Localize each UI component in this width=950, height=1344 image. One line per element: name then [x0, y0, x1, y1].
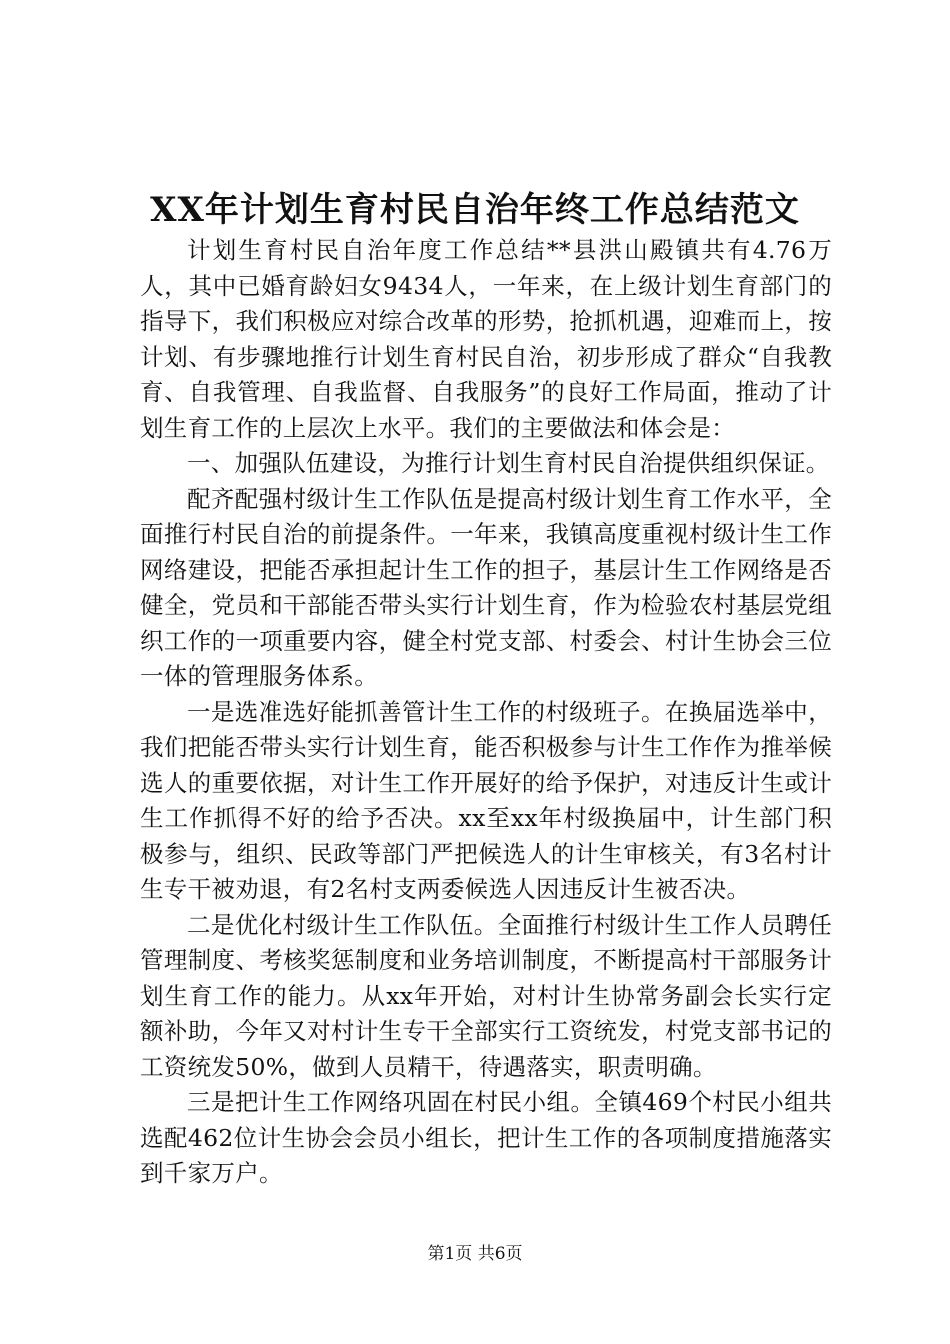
- paragraph-point-1: 一是选准选好能抓善管计生工作的村级班子。在换届选举中，我们把能否带头实行计划生育，能否积极参与计生工作作为推举候选人的重要依据，对计生工作开展好的给予保护，对违反计生或计生工作抓得不好的给予否决。xx至xx年村级换届中，计生部门积极参与，组织、民政等部门严把候选人的计生审核关，有3名村计生专干被劝退，有2名村支两委候选人因违反计生被否决。: [140, 697, 832, 903]
- document-title: XX年计划生育村民自治年终工作总结范文: [150, 190, 800, 230]
- page-number: 第1页 共6页: [427, 1244, 523, 1264]
- document-body: [140, 233, 832, 1192]
- paragraph-point-2: 二是优化村级计生工作队伍。全面推行村级计生工作人员聘任管理制度、考核奖惩制度和业务培训制度，不断提高村干部服务计划生育工作的能力。从xx年开始，对村计生协常务副会长实行定额补助，今年又对村计生专干全部实行工资统发，村党支部书记的工资统发50%，做到人员精干，待遇落实，职责明确。: [140, 910, 832, 1081]
- paragraph-team-building: 配齐配强村级计生工作队伍是提高村级计划生育工作水平，全面推行村民自治的前提条件。一年来，我镇高度重视村级计生工作网络建设，把能否承担起计生工作的担子，基层计生工作网络是否健全，党员和干部能否带头实行计划生育，作为检验农村基层党组织工作的一项重要内容，健全村党支部、村委会、村计生协会三位一体的管理服务体系。: [140, 484, 832, 690]
- paragraph-point-3: 三是把计生工作网络巩固在村民小组。全镇469个村民小组共选配462位计生协会会员小组长，把计生工作的各项制度措施落实到千家万户。: [140, 1088, 832, 1187]
- paragraph-heading-1: 一、加强队伍建设，为推行计划生育村民自治提供组织保证。: [187, 449, 830, 477]
- paragraph-intro: 计划生育村民自治年度工作总结**县洪山殿镇共有4.76万人，其中已婚育龄妇女9434人，一年来，在上级计划生育部门的指导下，我们积极应对综合改革的形势，抢抓机遇，迎难而上，按计划、有步骤地推行计划生育村民自治，初步形成了群众“自我教育、自我管理、自我监督、自我服务”的良好工作局面，推动了计划生育工作的上层次上水平。我们的主要做法和体会是：: [140, 236, 832, 442]
